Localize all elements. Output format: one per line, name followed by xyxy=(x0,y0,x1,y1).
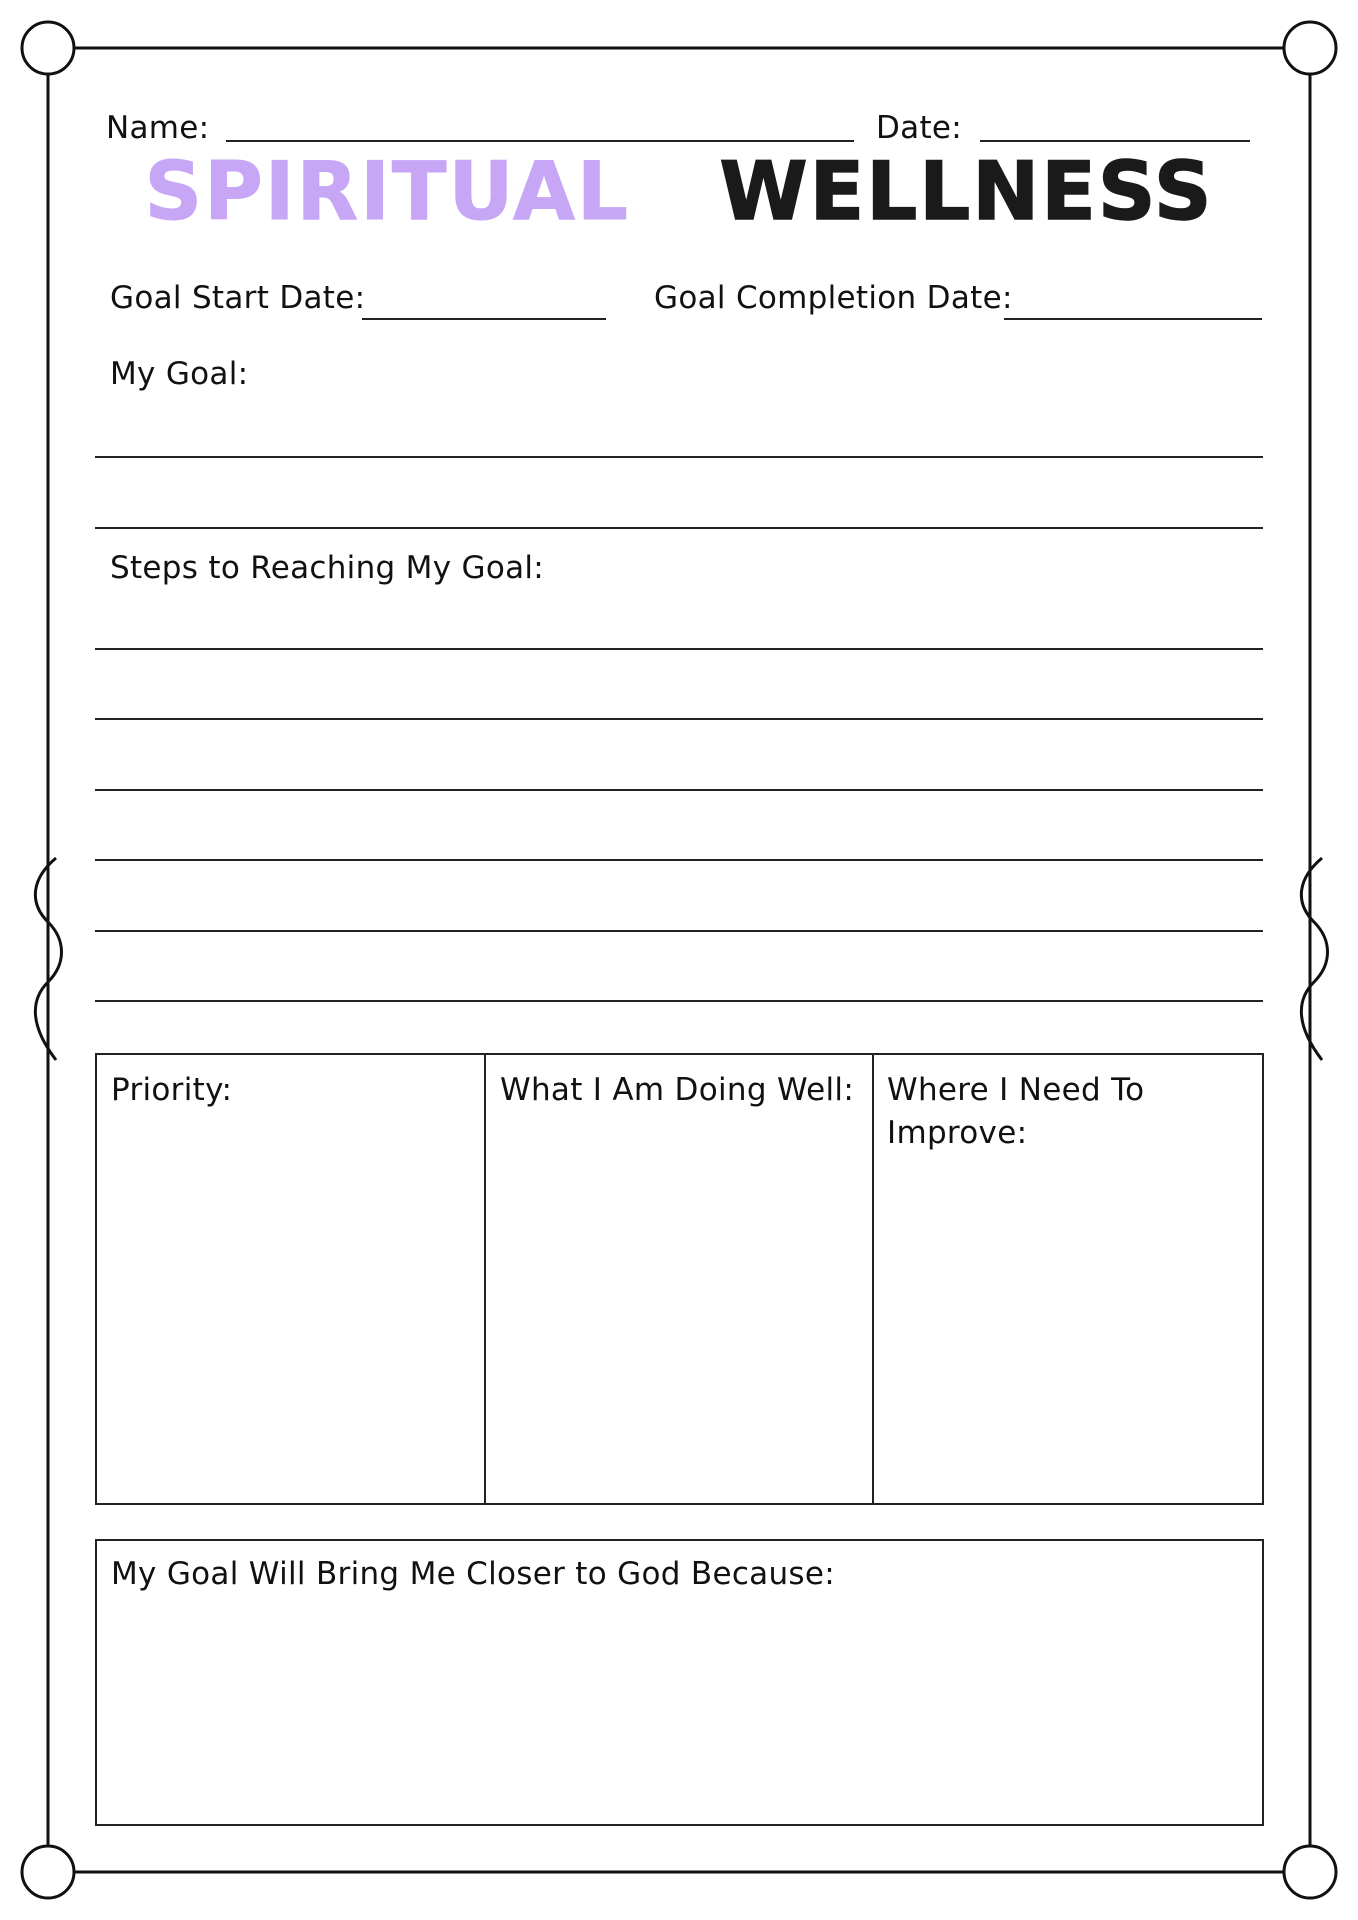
steps-line-6[interactable] xyxy=(95,1000,1263,1002)
steps-line-1[interactable] xyxy=(95,648,1263,650)
need-to-improve-box[interactable] xyxy=(873,1053,1264,1505)
my-goal-line-1[interactable] xyxy=(95,456,1263,458)
name-label: Name: xyxy=(106,110,210,146)
corner-circle-top-left xyxy=(22,22,74,74)
closer-to-god-label: My Goal Will Bring Me Closer to God Because: xyxy=(111,1556,835,1592)
date-label: Date: xyxy=(876,110,963,146)
corner-circle-bottom-right xyxy=(1284,1846,1336,1898)
steps-label: Steps to Reaching My Goal: xyxy=(110,550,545,586)
squiggle-right xyxy=(1301,858,1327,1060)
goal-completion-date-label: Goal Completion Date: xyxy=(654,280,1013,316)
steps-line-3[interactable] xyxy=(95,789,1263,791)
goal-start-date-line[interactable] xyxy=(362,318,606,320)
goal-completion-date-line[interactable] xyxy=(1004,318,1262,320)
goal-start-date-label: Goal Start Date: xyxy=(110,280,366,316)
my-goal-line-2[interactable] xyxy=(95,527,1263,529)
steps-line-5[interactable] xyxy=(95,930,1263,932)
doing-well-label: What I Am Doing Well: xyxy=(500,1072,855,1108)
title-word-spiritual: SPIRITUAL xyxy=(144,145,630,238)
steps-line-2[interactable] xyxy=(95,718,1263,720)
need-to-improve-label: Where I Need To Improve: xyxy=(887,1072,1145,1151)
date-line[interactable] xyxy=(980,140,1250,142)
page-title xyxy=(0,145,1358,238)
corner-circle-bottom-left xyxy=(22,1846,74,1898)
priority-box[interactable] xyxy=(95,1053,485,1505)
closer-to-god-box[interactable] xyxy=(95,1539,1264,1826)
name-line[interactable] xyxy=(226,140,854,142)
steps-line-4[interactable] xyxy=(95,859,1263,861)
corner-circle-top-right xyxy=(1284,22,1336,74)
title-word-wellness: WELLNESS xyxy=(719,145,1214,238)
doing-well-box[interactable] xyxy=(484,1053,874,1505)
my-goal-label: My Goal: xyxy=(110,356,249,392)
priority-label: Priority: xyxy=(111,1072,233,1108)
